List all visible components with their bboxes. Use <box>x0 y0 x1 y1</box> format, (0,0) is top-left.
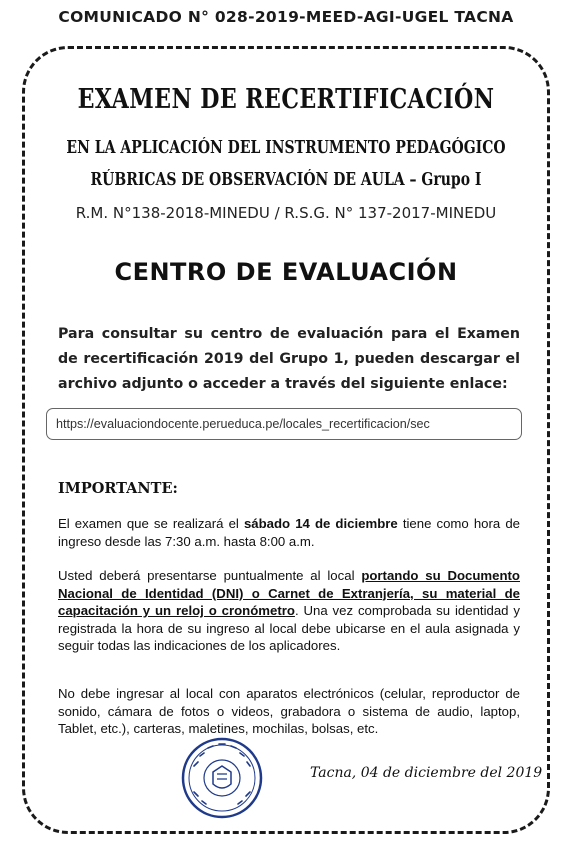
exam-date-text-a: El examen que se realizará el <box>58 516 244 531</box>
exam-date-paragraph <box>58 515 520 550</box>
exam-date-text-c: tiene como hora de ingreso desde las 7:30 a.m. hasta 8:00 a.m. <box>58 516 520 549</box>
intro-paragraph: Para consultar su centro de evaluación para el Examen de recertificación 2019 del Grupo 1, pueden descargar el archivo adjunto o acceder a través del siguiente enlace: <box>58 326 520 392</box>
document-title: EXAMEN DE RECERTIFICACIÓN <box>77 84 495 115</box>
evaluation-link[interactable]: https://evaluaciondocente.perueduca.pe/locales_recertificacion/sec <box>46 408 522 440</box>
subtitle-line-1: EN LA APLICACIÓN DEL INSTRUMENTO PEDAGÓGICO <box>66 138 506 158</box>
requirements-text-a: Usted deberá presentarse puntualmente al local <box>58 568 362 583</box>
section-heading: CENTRO DE EVALUACIÓN <box>114 258 458 286</box>
official-seal-icon <box>180 736 264 820</box>
subtitle-line-2: RÚBRICAS DE OBSERVACIÓN DE AULA – Grupo I <box>90 170 482 190</box>
resolution-reference: R.M. N°138-2018-MINEDU / R.S.G. N° 137-2017-MINEDU <box>75 204 497 222</box>
communique-number: COMUNICADO N° 028-2019-MEED-AGI-UGEL TACNA <box>58 8 514 26</box>
important-heading: IMPORTANTE: <box>58 480 178 497</box>
signing-date: Tacna, 04 de diciembre del 2019 <box>310 765 543 781</box>
restrictions-paragraph: No debe ingresar al local con aparatos electrónicos (celular, reproductor de sonido, cámara de fotos o videos, grabadora o sistema de audio, laptop, Tablet, etc.), carteras, maletines, mochilas, bolsas, etc. <box>58 686 520 736</box>
exam-date-highlight: sábado 14 de diciembre <box>243 516 398 531</box>
requirements-highlight: portando su Documento Nacional de Identidad (DNI) o Carnet de Extranjería, su material de capacitación y un reloj o cronómetro <box>58 568 520 618</box>
requirements-paragraph <box>58 567 520 655</box>
requirements-text-c: . Una vez comprobada su identidad y registrada la hora de su ingreso al local debe ubicarse en el aula asignada y seguir todas las indicaciones de los aplicadores. <box>58 603 520 653</box>
